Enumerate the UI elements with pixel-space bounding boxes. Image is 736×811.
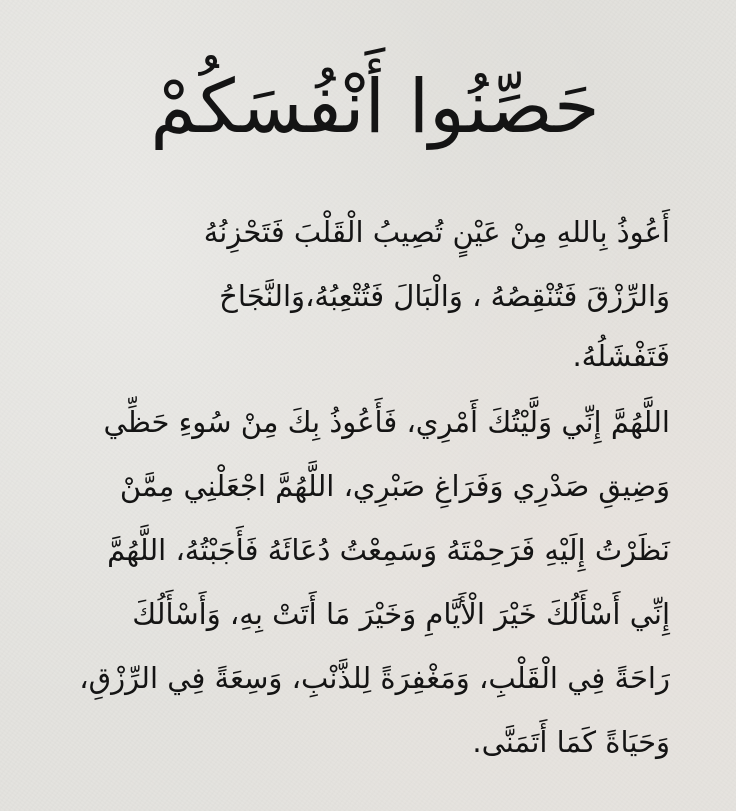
text-line: اللَّهُمَّ إِنِّي وَلَّيْتُكَ أَمْرِي، فَأَعُوذُ بِكَ مِنْ سُوءِ حَظِّي xyxy=(103,405,670,439)
text-line: إِنِّي أَسْأَلُكَ خَيْرَ الْأَيَّامِ وَخَيْرَ مَا أَتَتْ بِهِ، وَأَسْأَلُكَ xyxy=(132,597,670,631)
text-line: وَالرِّزْقَ فَتُنْقِصُهُ ، وَالْبَالَ فَتُتْعِبُهُ،وَالنَّجَاحُ xyxy=(219,279,670,313)
text-line: نَظَرْتُ إِلَيْهِ فَرَحِمْتَهُ وَسَمِعْتُ دُعَائَهُ فَأَجَبْتُهُ، اللَّهُمَّ xyxy=(107,533,670,567)
text-line: وَحَيَاةً كَمَا أَتَمَنَّى. xyxy=(472,725,670,759)
paragraph-supplication xyxy=(79,390,670,774)
text-line: فَتَفْشَلُهُ. xyxy=(572,339,670,373)
text-line: أَعُوذُ بِاللهِ مِنْ عَيْنٍ تُصِيبُ الْقَلْبَ فَتَحْزِنُهُ xyxy=(203,215,670,249)
text-line: رَاحَةً فِي الْقَلْبِ، وَمَغْفِرَةً لِلذَّنْبِ، وَسِعَةً فِي الرِّزْقِ، xyxy=(79,661,670,695)
text-line: وَضِيقِ صَدْرِي وَفَرَاغِ صَبْرِي، اللَّهُمَّ اجْعَلْنِي مِمَّنْ xyxy=(119,469,670,503)
paragraph-protection xyxy=(110,200,670,384)
dua-text-block xyxy=(79,200,670,774)
title-heading: حَصِّنُوا أَنْفُسَكُمْ xyxy=(150,64,600,150)
